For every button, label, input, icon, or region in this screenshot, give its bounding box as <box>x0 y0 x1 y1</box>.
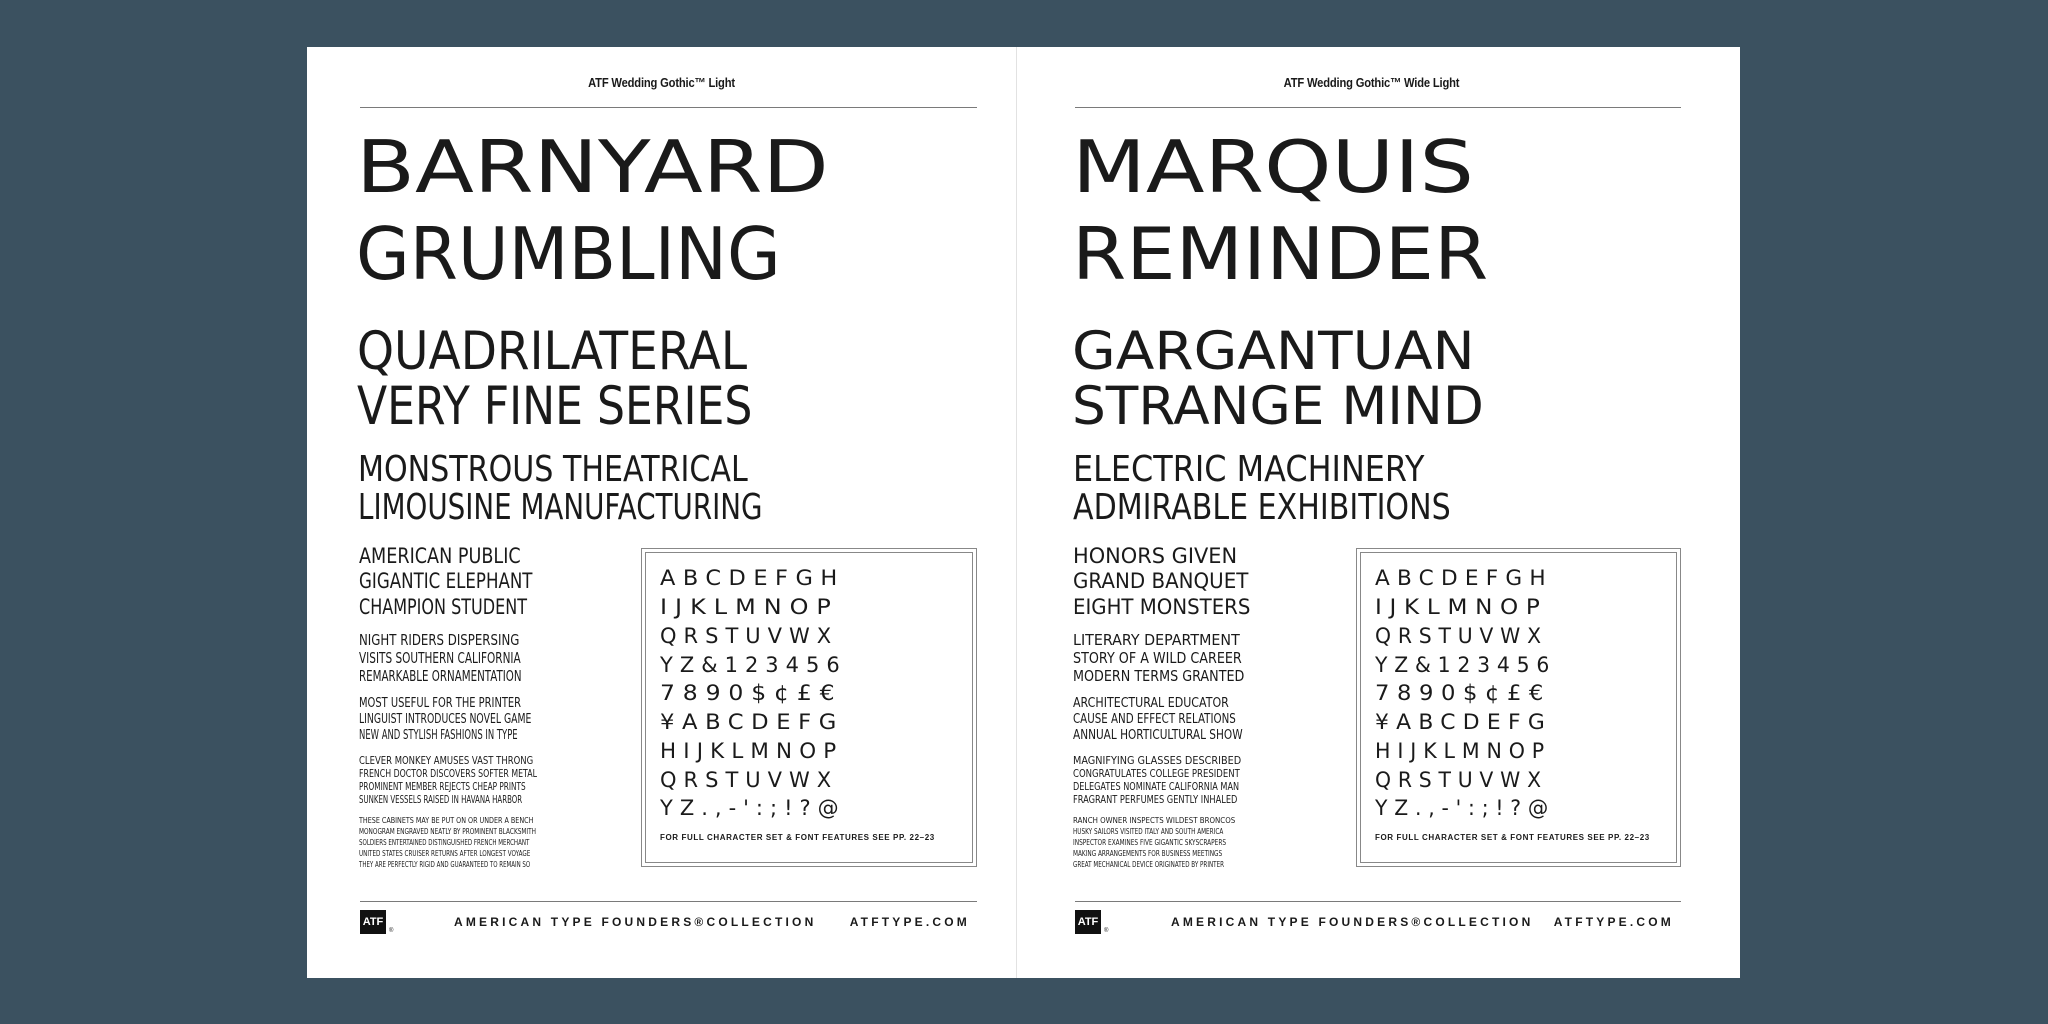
small-line-3: EIGHT MONSTERS <box>1073 595 1251 619</box>
small-line-12: DELEGATES NOMINATE CALIFORNIA MAN <box>1073 780 1240 793</box>
charset-row: YZ&123456 <box>660 653 847 677</box>
small-line-3: CHAMPION STUDENT <box>359 595 528 619</box>
small-line-15: MONOGRAM ENGRAVED NEATLY BY PROMINENT BLACKSMITH <box>359 827 537 836</box>
small-line-6: MODERN TERMS GRANTED <box>1073 667 1245 685</box>
charset-note: FOR FULL CHARACTER SET & FONT FEATURES SEE PP. 22–23 <box>660 833 935 842</box>
small-line-4: NIGHT RIDERS DISPERSING <box>359 631 520 649</box>
display-line-4: STRANGE MIND <box>1072 376 1484 437</box>
small-line-16: SOLDIERS ENTERTAINED DISTINGUISHED FRENCH MERCHANT <box>359 838 530 847</box>
display-line-6: LIMOUSINE MANUFACTURING <box>358 487 763 528</box>
charset-row: 7890$¢£€ <box>660 681 843 705</box>
small-line-11: FRENCH DOCTOR DISCOVERS SOFTER METAL <box>359 767 537 780</box>
small-line-11: CONGRATULATES COLLEGE PRESIDENT <box>1073 767 1240 780</box>
small-line-8: LINGUIST INTRODUCES NOVEL GAME <box>359 712 532 727</box>
page-footer <box>307 910 1016 940</box>
charset-row: QRSTUVWX <box>1375 624 1548 648</box>
running-head: ATF Wedding Gothic™ Light <box>588 75 735 90</box>
display-line-5: ELECTRIC MACHINERY <box>1073 449 1425 490</box>
character-set-box <box>641 548 977 867</box>
small-line-10: CLEVER MONKEY AMUSES VAST THRONG <box>359 754 534 767</box>
charset-row: YZ.,-':;!?@ <box>1375 796 1556 820</box>
small-line-14: THESE CABINETS MAY BE PUT ON OR UNDER A BENCH <box>359 816 534 825</box>
small-line-12: PROMINENT MEMBER REJECTS CHEAP PRINTS <box>359 780 526 793</box>
small-line-5: STORY OF A WILD CAREER <box>1073 649 1242 667</box>
right-page <box>1017 47 1726 978</box>
small-line-18: GREAT MECHANICAL DEVICE ORIGINATED BY PRINTER <box>1073 860 1225 869</box>
small-line-10: MAGNIFYING GLASSES DESCRIBED <box>1073 754 1242 767</box>
book-spread <box>307 47 1740 978</box>
header-rule <box>360 107 977 108</box>
small-line-1: AMERICAN PUBLIC <box>359 544 521 568</box>
small-line-4: LITERARY DEPARTMENT <box>1073 631 1240 649</box>
left-page <box>307 47 1016 978</box>
display-line-4: VERY FINE SERIES <box>357 376 753 437</box>
charset-row: YZ&123456 <box>1375 653 1557 677</box>
small-line-8: CAUSE AND EFFECT RELATIONS <box>1073 712 1236 727</box>
small-line-13: FRAGRANT PERFUMES GENTLY INHALED <box>1073 793 1238 806</box>
charset-note: FOR FULL CHARACTER SET & FONT FEATURES SEE PP. 22–23 <box>1375 833 1650 842</box>
header-rule <box>1075 107 1681 108</box>
footer-url: ATFTYPE.COM <box>849 915 970 929</box>
small-line-16: INSPECTOR EXAMINES FIVE GIGANTIC SKYSCRAPERS <box>1073 838 1227 847</box>
display-line-5: MONSTROUS THEATRICAL <box>358 449 748 490</box>
atf-logo: ATF <box>1075 910 1101 934</box>
small-line-5: VISITS SOUTHERN CALIFORNIA <box>359 649 521 667</box>
small-line-18: THEY ARE PERFECTLY RIGID AND GUARANTEED TO REMAIN SO <box>359 860 531 869</box>
footer-collection: AMERICAN TYPE FOUNDERS®COLLECTION <box>454 915 817 929</box>
display-line-6: ADMIRABLE EXHIBITIONS <box>1073 487 1451 528</box>
charset-row: ABCDEFGH <box>1375 566 1553 590</box>
charset-row: HIJKLMNOP <box>1375 739 1552 763</box>
footer-url: ATFTYPE.COM <box>1553 915 1674 929</box>
charset-row: YZ.,-':;!?@ <box>660 796 846 820</box>
small-line-9: NEW AND STYLISH FASHIONS IN TYPE <box>359 728 518 743</box>
display-line-2: GRUMBLING <box>356 212 781 296</box>
small-line-15: HUSKY SAILORS VISITED ITALY AND SOUTH AMERICA <box>1073 827 1224 836</box>
charset-row: QRSTUVWX <box>660 624 839 648</box>
small-line-17: MAKING ARRANGEMENTS FOR BUSINESS MEETINGS <box>1073 849 1223 858</box>
character-set-box <box>1356 548 1681 867</box>
small-line-13: SUNKEN VESSELS RAISED IN HAVANA HARBOR <box>359 793 523 806</box>
small-line-7: MOST USEFUL FOR THE PRINTER <box>359 696 522 711</box>
registered-mark: ® <box>389 928 394 934</box>
display-line-1: MARQUIS <box>1072 125 1474 209</box>
small-line-1: HONORS GIVEN <box>1073 544 1238 568</box>
charset-row: ¥ABCDEFG <box>1375 710 1553 734</box>
small-line-9: ANNUAL HORTICULTURAL SHOW <box>1073 728 1243 743</box>
charset-row: HIJKLMNOP <box>660 739 844 763</box>
small-line-14: RANCH OWNER INSPECTS WILDEST BRONCOS <box>1073 816 1236 825</box>
charset-row: IJKLMNOP <box>1375 595 1548 619</box>
display-line-3: GARGANTUAN <box>1072 321 1475 382</box>
footer-collection: AMERICAN TYPE FOUNDERS®COLLECTION <box>1171 915 1534 929</box>
display-line-1: BARNYARD <box>356 125 829 209</box>
charset-row: ¥ABCDEFG <box>660 710 844 734</box>
page-footer <box>1017 910 1726 940</box>
footer-rule <box>360 901 977 902</box>
charset-row: ABCDEFGH <box>660 566 845 590</box>
registered-mark: ® <box>1104 928 1109 934</box>
atf-logo: ATF <box>360 910 386 934</box>
charset-row: QRSTUVWX <box>660 768 839 792</box>
running-head: ATF Wedding Gothic™ Wide Light <box>1283 75 1460 90</box>
small-line-2: GIGANTIC ELEPHANT <box>359 569 533 593</box>
charset-row: IJKLMNOP <box>660 595 839 619</box>
charset-row: 7890$¢£€ <box>1375 681 1551 705</box>
footer-rule <box>1075 901 1681 902</box>
small-line-7: ARCHITECTURAL EDUCATOR <box>1073 696 1229 711</box>
display-line-2: REMINDER <box>1072 212 1489 296</box>
charset-row: QRSTUVWX <box>1375 768 1548 792</box>
small-line-6: REMARKABLE ORNAMENTATION <box>359 667 522 685</box>
small-line-17: UNITED STATES CRUISER RETURNS AFTER LONGEST VOYAGE <box>359 849 531 858</box>
small-line-2: GRAND BANQUET <box>1073 569 1249 593</box>
display-line-3: QUADRILATERAL <box>357 321 748 382</box>
